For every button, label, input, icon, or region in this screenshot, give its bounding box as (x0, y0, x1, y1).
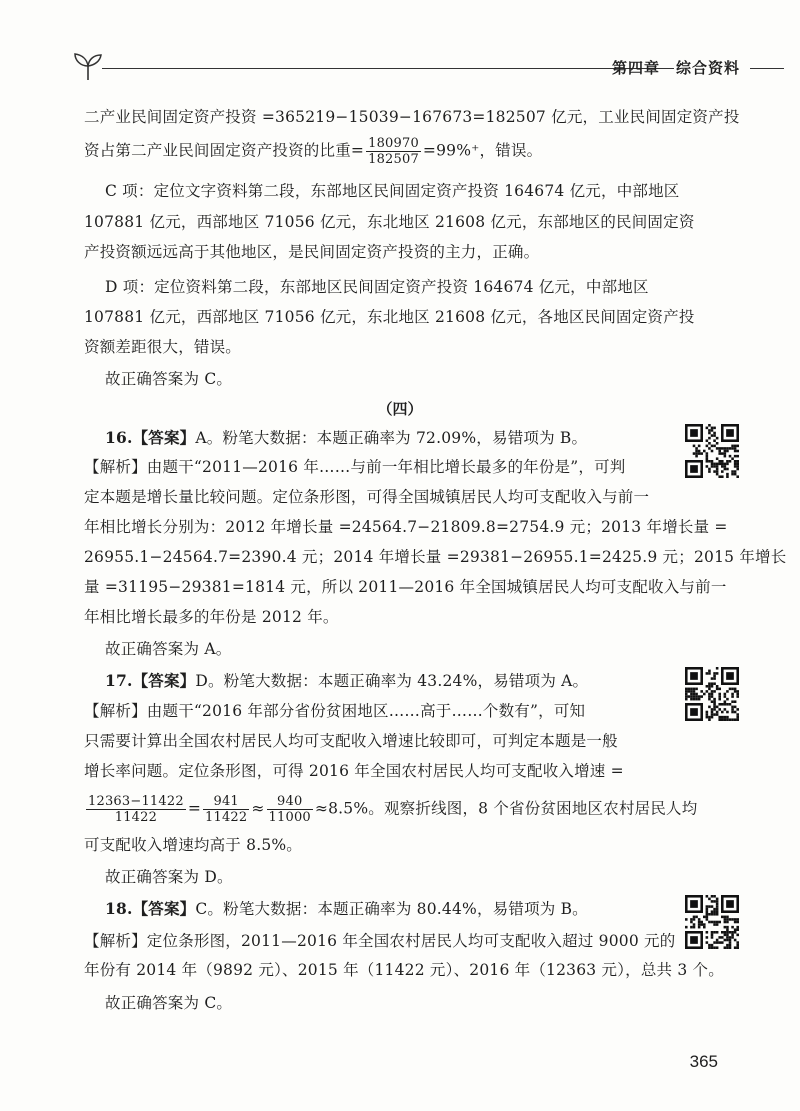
answer-line: 故正确答案为 D。 (105, 868, 233, 886)
fraction-numerator: 180970 (368, 136, 419, 151)
fraction (86, 794, 186, 825)
text-line: 增长率问题。定位条形图，可得 2016 年全国农村居民人均可支配收入增速 = (84, 762, 624, 780)
section-title: （四） (377, 400, 423, 418)
fraction-denominator: 11422 (114, 810, 158, 825)
text-line (84, 136, 659, 167)
question-16-answer (105, 427, 680, 449)
text-fragment: =99%⁺，错误。 (422, 141, 543, 160)
header-rule (102, 68, 674, 69)
answer-line: 故正确答案为 A。 (105, 640, 232, 658)
fraction-numerator: 12363−11422 (88, 794, 184, 809)
text-line: 产投资额远远高于其他地区，是民间固定资产投资的主力，正确。 (84, 243, 540, 261)
sprout-icon (70, 50, 106, 86)
fraction-denominator: 11000 (268, 810, 311, 825)
text-line: 年相比增长最多的年份是 2012 年。 (84, 608, 339, 626)
text-line: 二产业民间固定资产投资 =365219−15039−167673=182507 亿元，工业民间固定资产投 (84, 108, 740, 126)
page-number: 365 (689, 1052, 718, 1071)
text-line: 年份有 2014 年（9892 元）、2015 年（11422 元）、2016 年（12363 元），总共 3 个。 (84, 961, 724, 979)
text-line: $\frac{12363-11422}{11422}$ = $\frac{941}{11422}$ ≈ $\frac{940}{11000}$ ≈8.5%。观察折线图，8 个省份贫困地区农村居民人均 (88, 794, 698, 825)
text-line: 量 =31195−29381=1814 元，所以 2011—2016 年全国城镇居民人均可支配收入与前一 (84, 578, 727, 596)
answer-line: 故正确答案为 C。 (105, 994, 233, 1012)
answer-label: 18.【答案】 (105, 899, 196, 918)
text-line: 【解析】定位条形图，2011—2016 年全国农村居民人均可支配收入超过 9000 元的 (84, 932, 676, 950)
header-rule-right (750, 68, 784, 69)
text-line: D 项：定位资料第二段，东部地区民间固定资产投资 164674 亿元，中部地区 (105, 278, 649, 296)
page-header (70, 50, 778, 90)
answer-label: 16.【答案】 (105, 428, 196, 447)
qr-code-icon[interactable] (685, 895, 739, 949)
answer-line: 故正确答案为 C。 (105, 370, 233, 388)
text-line: 可支配收入增速均高于 8.5%。 (84, 836, 303, 854)
fraction-numerator: 940 (267, 794, 313, 810)
question-18-answer (105, 898, 680, 920)
fraction-numerator: 941 (203, 794, 249, 810)
answer-text: A。粉笔大数据：本题正确率为 72.09%，易错项为 B。 (195, 429, 588, 447)
text-line: 定本题是增长量比较问题。定位条形图，可得全国城镇居民人均可支配收入与前一 (84, 488, 650, 506)
fraction-denominator: 11422 (205, 810, 248, 825)
text-line: 【解析】由题干“2016 年部分省份贫困地区……高于……个数有”，可知 (84, 702, 586, 720)
text-line: 只需要计算出全国农村居民人均可支配收入增速比较即可，可判定本题是一般 (84, 732, 618, 750)
text-line: 107881 亿元，西部地区 71056 亿元，东北地区 21608 亿元，东部地区的民间固定资 (84, 213, 695, 231)
text-line: 【解析】由题干“2011—2016 年……与前一年相比增长最多的年份是”，可判 (84, 458, 626, 476)
chapter-title: 第四章 综合资料 (612, 59, 741, 77)
qr-code-icon[interactable] (685, 667, 739, 721)
text-fragment: 资占第二产业民间固定资产投资的比重= (84, 141, 365, 160)
fraction (267, 794, 313, 825)
fraction (366, 136, 421, 167)
answer-label: 17.【答案】 (105, 671, 196, 690)
fraction-denominator: 182507 (368, 152, 419, 167)
text-line: 资额差距很大，错误。 (84, 338, 242, 356)
fraction (203, 794, 249, 825)
text-line: C 项：定位文字资料第二段，东部地区民间固定资产投资 164674 亿元，中部地区 (105, 182, 680, 200)
qr-code-icon[interactable] (685, 424, 739, 478)
text-fragment: ≈8.5%。观察折线图，8 个省份贫困地区农村居民人均 (314, 799, 698, 818)
question-17-answer (105, 670, 680, 692)
text-line: 年相比增长分别为：2012 年增长量 =24564.7−21809.8=2754.9 元；2013 年增长量 = (84, 518, 728, 536)
text-line: 26955.1−24564.7=2390.4 元；2014 年增长量 =29381−26955.1=2425.9 元；2015 年增长 (84, 548, 787, 566)
answer-text: D。粉笔大数据：本题正确率为 43.24%，易错项为 A。 (195, 672, 589, 690)
text-line: 107881 亿元，西部地区 71056 亿元，东北地区 21608 亿元，各地区民间固定资产投 (84, 308, 695, 326)
answer-text: C。粉笔大数据：本题正确率为 80.44%，易错项为 B。 (195, 900, 588, 918)
